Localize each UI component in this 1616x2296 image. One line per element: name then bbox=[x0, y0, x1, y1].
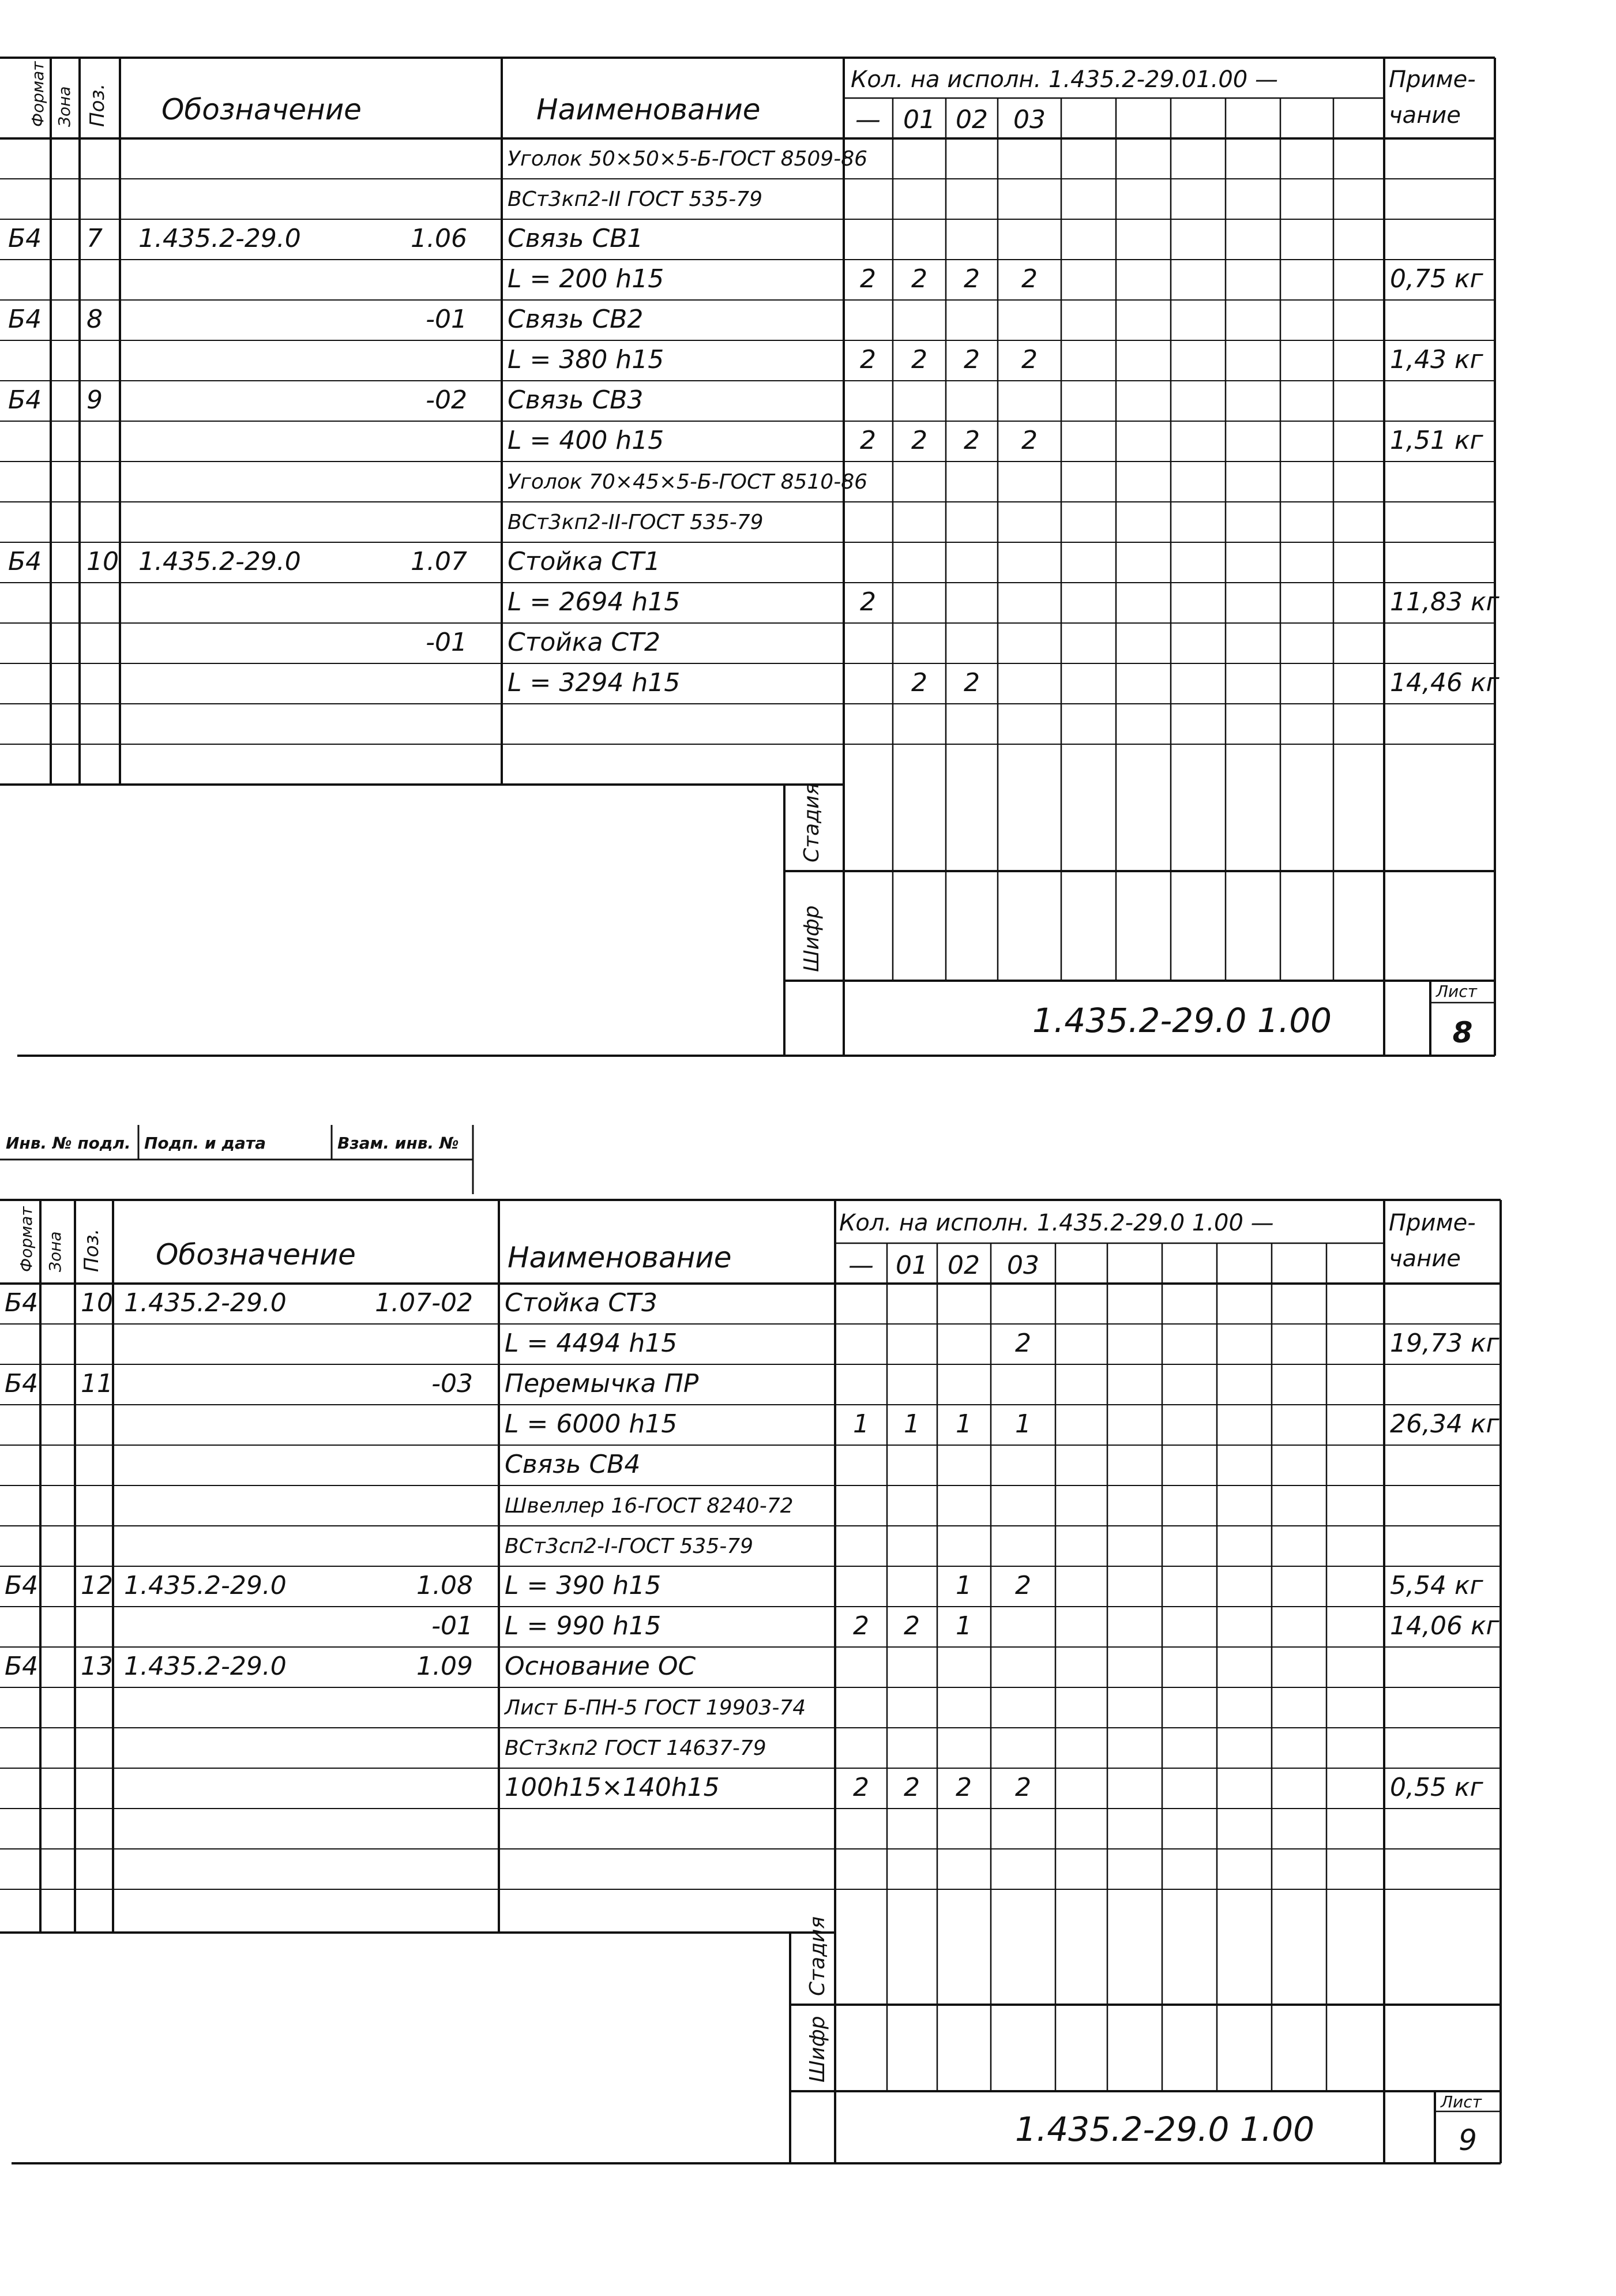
row-position: 11 bbox=[81, 1369, 113, 1398]
row-designation-suffix: 1.09 bbox=[416, 1652, 473, 1681]
row-designation-suffix: 1.08 bbox=[416, 1571, 473, 1600]
header-designation: Обозначение bbox=[161, 93, 362, 126]
row-qty-03: 2 bbox=[1015, 1329, 1031, 1358]
header-pos: Поз. bbox=[80, 1228, 103, 1272]
row-designation: 1.435.2-29.0 bbox=[124, 1571, 287, 1600]
row-qty-01: 2 bbox=[911, 264, 927, 294]
stage-label: Стадия bbox=[806, 1916, 829, 1996]
row-designation-suffix: -01 bbox=[426, 628, 467, 657]
row-name: 100h15×140h15 bbox=[505, 1773, 720, 1802]
header-note-line1: Приме- bbox=[1389, 1210, 1476, 1236]
row-name: L = 390 h15 bbox=[505, 1571, 662, 1600]
row-qty-02: 2 bbox=[964, 345, 980, 374]
row-qty-01: 2 bbox=[911, 426, 927, 455]
row-qty-02: 2 bbox=[964, 426, 980, 455]
header-variant-02: 02 bbox=[948, 1251, 980, 1280]
row-name: ВСт3кп2 ГОСТ 14637-79 bbox=[505, 1736, 766, 1760]
row-name: L = 200 h15 bbox=[508, 264, 664, 294]
row-designation-suffix: -03 bbox=[431, 1369, 473, 1398]
row-format: Б4 bbox=[5, 1288, 39, 1318]
row-designation: 1.435.2-29.0 bbox=[124, 1652, 287, 1681]
row-position: 10 bbox=[87, 547, 119, 576]
row-qty-03: 2 bbox=[1015, 1571, 1031, 1600]
row-name: Лист Б-ПН-5 ГОСТ 19903-74 bbox=[505, 1696, 806, 1720]
row-designation: 1.435.2-29.0 bbox=[124, 1288, 287, 1318]
sheet-label: Лист bbox=[1436, 982, 1477, 1001]
row-name: Основание ОС bbox=[505, 1652, 696, 1681]
row-qty-01: 1 bbox=[904, 1409, 920, 1439]
spec-sheet-9 bbox=[0, 1125, 1616, 2279]
header-variant-03: 03 bbox=[1013, 105, 1046, 134]
row-qty-01: 2 bbox=[904, 1611, 920, 1641]
row-qty-03: 2 bbox=[1015, 1773, 1031, 1802]
row-qty-02: 2 bbox=[956, 1773, 972, 1802]
header-variant-base: — bbox=[855, 105, 881, 134]
row-note: 14,06 кг bbox=[1390, 1611, 1500, 1641]
spec-sheet-8 bbox=[0, 0, 1616, 1073]
row-designation-suffix: 1.07-02 bbox=[375, 1288, 473, 1318]
row-qty-02: 1 bbox=[956, 1611, 972, 1641]
row-qty-01: 2 bbox=[911, 345, 927, 374]
header-pos: Поз. bbox=[86, 83, 109, 127]
header-note-line2: чание bbox=[1389, 102, 1461, 129]
header-qty-title: Кол. на исполн. 1.435.2-29.0 1.00 — bbox=[839, 1210, 1274, 1236]
row-name: L = 3294 h15 bbox=[508, 668, 681, 697]
row-designation: 1.435.2-29.0 bbox=[138, 224, 301, 253]
row-format: Б4 bbox=[5, 1652, 39, 1681]
cipher-label: Шифр bbox=[806, 2016, 829, 2083]
row-position: 10 bbox=[81, 1288, 113, 1318]
row-name: L = 990 h15 bbox=[505, 1611, 662, 1641]
header-variant-01: 01 bbox=[903, 105, 935, 134]
row-name: Связь СВ4 bbox=[505, 1450, 641, 1479]
row-position: 7 bbox=[87, 224, 103, 253]
row-designation-suffix: 1.06 bbox=[411, 224, 467, 253]
row-qty-03: 2 bbox=[1021, 264, 1038, 294]
header-name: Наименование bbox=[508, 1241, 732, 1274]
row-qty-02: 2 bbox=[964, 668, 980, 697]
row-note: 26,34 кг bbox=[1390, 1409, 1500, 1439]
row-position: 9 bbox=[87, 385, 103, 415]
cipher-label: Шифр bbox=[800, 905, 824, 972]
row-qty-03: 1 bbox=[1015, 1409, 1031, 1439]
header-format: Формат bbox=[28, 61, 47, 127]
header-variant-02: 02 bbox=[956, 105, 988, 134]
row-note: 5,54 кг bbox=[1390, 1571, 1483, 1600]
row-qty-base: 2 bbox=[853, 1611, 869, 1641]
document-code: 1.435.2-29.0 1.00 bbox=[1015, 2110, 1315, 2149]
stamp-inv-no: Инв. № подл. bbox=[6, 1134, 131, 1153]
row-qty-01: 2 bbox=[904, 1773, 920, 1802]
header-variant-01: 01 bbox=[896, 1251, 928, 1280]
row-note: 0,75 кг bbox=[1390, 264, 1483, 294]
row-name: ВСт3сп2-I-ГОСТ 535-79 bbox=[505, 1535, 754, 1558]
row-note: 0,55 кг bbox=[1390, 1773, 1483, 1802]
row-format: Б4 bbox=[5, 1369, 39, 1398]
row-designation-suffix: 1.07 bbox=[411, 547, 467, 576]
row-format: Б4 bbox=[5, 1571, 39, 1600]
header-qty-title: Кол. на исполн. 1.435.2-29.01.00 — bbox=[851, 66, 1278, 93]
row-position: 13 bbox=[81, 1652, 113, 1681]
row-position: 12 bbox=[81, 1571, 113, 1600]
stamp-swap-inv: Взам. инв. № bbox=[337, 1134, 459, 1153]
row-qty-03: 2 bbox=[1021, 426, 1038, 455]
header-note-line1: Приме- bbox=[1389, 66, 1476, 93]
row-name: ВСт3кп2-II-ГОСТ 535-79 bbox=[508, 511, 764, 534]
row-note: 1,51 кг bbox=[1390, 426, 1483, 455]
header-variant-base: — bbox=[848, 1251, 874, 1280]
header-designation: Обозначение bbox=[156, 1238, 356, 1271]
row-name: L = 400 h15 bbox=[508, 426, 664, 455]
row-qty-base: 2 bbox=[853, 1773, 869, 1802]
row-position: 8 bbox=[87, 305, 103, 334]
sheet-label: Лист bbox=[1441, 2092, 1482, 2111]
row-name: Уголок 50×50×5-Б-ГОСТ 8509-86 bbox=[508, 147, 868, 171]
header-name: Наименование bbox=[536, 93, 761, 126]
row-note: 19,73 кг bbox=[1390, 1329, 1500, 1358]
row-qty-02: 1 bbox=[956, 1571, 972, 1600]
header-zone: Зона bbox=[55, 86, 74, 127]
row-name: L = 2694 h15 bbox=[508, 587, 681, 617]
row-name: L = 6000 h15 bbox=[505, 1409, 678, 1439]
row-designation-suffix: -01 bbox=[426, 305, 467, 334]
row-name: Уголок 70×45×5-Б-ГОСТ 8510-86 bbox=[508, 470, 868, 494]
row-name: Связь СВ2 bbox=[508, 305, 644, 334]
row-name: Стойка СТ2 bbox=[508, 628, 660, 657]
stage-label: Стадия bbox=[800, 782, 824, 862]
header-format: Формат bbox=[17, 1206, 36, 1272]
row-qty-03: 2 bbox=[1021, 345, 1038, 374]
row-qty-base: 2 bbox=[860, 426, 876, 455]
header-zone: Зона bbox=[46, 1231, 65, 1272]
row-format: Б4 bbox=[8, 305, 42, 334]
header-variant-03: 03 bbox=[1007, 1251, 1039, 1280]
row-qty-base: 2 bbox=[860, 587, 876, 617]
row-name: Стойка СТ3 bbox=[505, 1288, 657, 1318]
row-format: Б4 bbox=[8, 385, 42, 415]
row-format: Б4 bbox=[8, 224, 42, 253]
row-note: 14,46 кг bbox=[1390, 668, 1500, 697]
stamp-sign-date: Подп. и дата bbox=[144, 1134, 266, 1153]
row-qty-01: 2 bbox=[911, 668, 927, 697]
row-designation-suffix: -02 bbox=[426, 385, 467, 415]
sheet-number: 8 bbox=[1452, 1016, 1473, 1049]
row-designation-suffix: -01 bbox=[431, 1611, 473, 1641]
row-name: L = 380 h15 bbox=[508, 345, 664, 374]
row-format: Б4 bbox=[8, 547, 42, 576]
row-name: Связь СВ1 bbox=[508, 224, 644, 253]
row-designation: 1.435.2-29.0 bbox=[138, 547, 301, 576]
document-code: 1.435.2-29.0 1.00 bbox=[1032, 1001, 1332, 1040]
row-name: Швеллер 16-ГОСТ 8240-72 bbox=[505, 1494, 794, 1518]
row-note: 11,83 кг bbox=[1390, 587, 1500, 617]
row-qty-base: 2 bbox=[860, 345, 876, 374]
sheet-number: 9 bbox=[1459, 2124, 1477, 2157]
row-note: 1,43 кг bbox=[1390, 345, 1483, 374]
row-name: Связь СВ3 bbox=[508, 385, 644, 415]
header-note-line2: чание bbox=[1389, 1245, 1461, 1272]
row-name: ВСт3кп2-II ГОСТ 535-79 bbox=[508, 187, 763, 211]
row-name: L = 4494 h15 bbox=[505, 1329, 678, 1358]
row-qty-base: 2 bbox=[860, 264, 876, 294]
row-name: Перемычка ПР bbox=[505, 1369, 699, 1398]
row-qty-base: 1 bbox=[853, 1409, 869, 1439]
row-qty-02: 1 bbox=[956, 1409, 972, 1439]
row-qty-02: 2 bbox=[964, 264, 980, 294]
row-name: Стойка СТ1 bbox=[508, 547, 660, 576]
